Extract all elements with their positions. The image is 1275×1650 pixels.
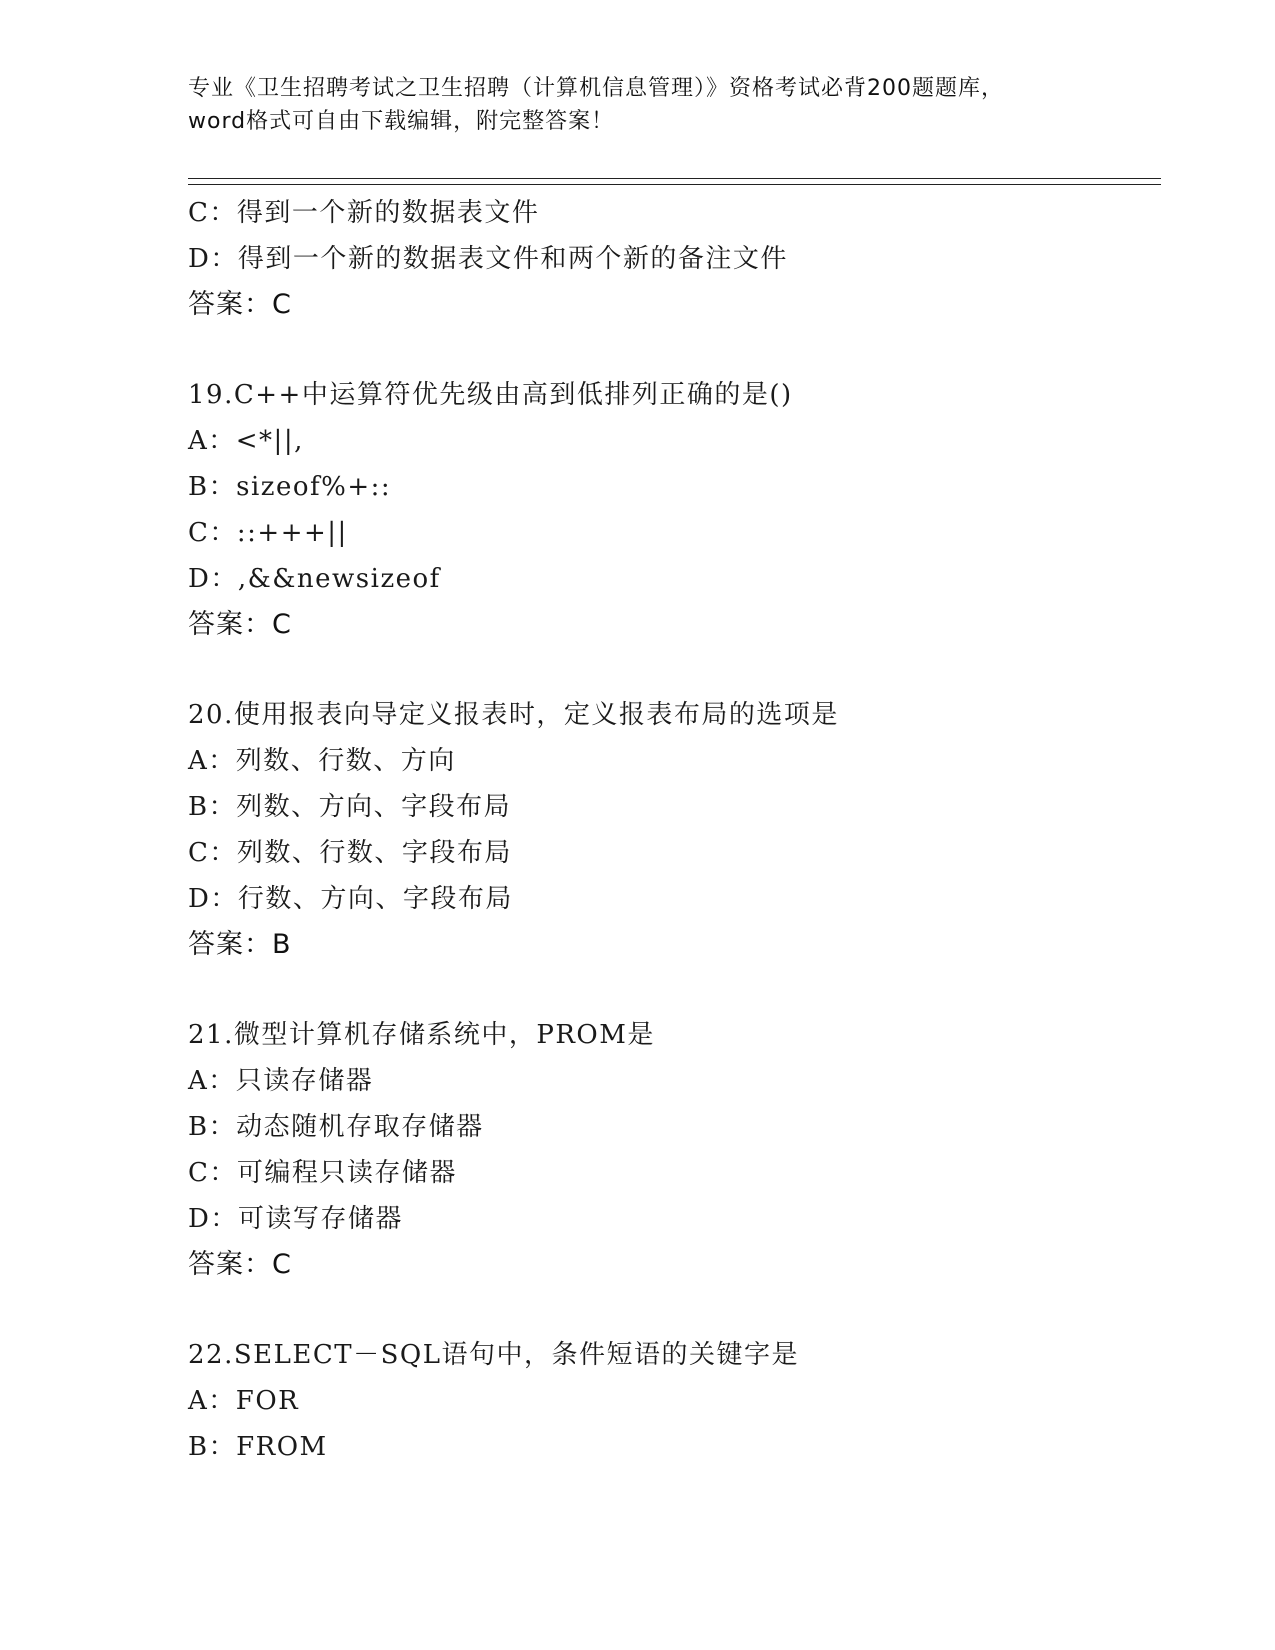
spacer [188,328,1148,372]
question-stem: 19.C++中运算符优先级由高到低排列正确的是() [188,380,793,410]
option-d: D：得到一个新的数据表文件和两个新的备注文件 [188,244,788,274]
answer-label: 答案：C [188,609,292,640]
option-b: B：sizeof%+:: [188,472,392,502]
question-21 [188,1012,1148,1288]
question-19 [188,372,1148,648]
question-22 [188,1332,1148,1470]
question-20 [188,692,1148,968]
header-line-2: word格式可自由下载编辑，附完整答案！ [188,109,615,134]
option-b: B：列数、方向、字段布局 [188,792,512,822]
question-stem: 21.微型计算机存储系统中，PROM是 [188,1020,655,1050]
option-d: D：行数、方向、字段布局 [188,884,513,914]
question-18 [188,190,1148,328]
spacer [188,968,1148,1012]
header-line-1: 专业《卫生招聘考试之卫生招聘（计算机信息管理）》资格考试必背200题题库， [188,76,1004,101]
answer-label: 答案：C [188,289,292,320]
option-b: B：动态随机存取存储器 [188,1112,484,1142]
option-c: C：可编程只读存储器 [188,1158,457,1188]
header-divider-bottom [188,184,1161,185]
option-d: D：,&&newsizeof [188,564,441,594]
spacer [188,1288,1148,1332]
option-a: A：FOR [188,1386,300,1416]
option-a: A：<*||, [188,426,304,456]
option-a: A：只读存储器 [188,1066,374,1096]
header-divider-top [188,178,1161,179]
question-stem: 20.使用报表向导定义报表时，定义报表布局的选项是 [188,700,839,730]
option-b: B：FROM [188,1432,328,1462]
answer-label: 答案：C [188,1249,292,1280]
option-c: C：::+++|| [188,518,348,548]
document-header [188,72,1088,138]
question-stem: 22.SELECT－SQL语句中，条件短语的关键字是 [188,1340,800,1370]
spacer [188,648,1148,692]
option-c: C：列数、行数、字段布局 [188,838,512,868]
question-list [188,190,1148,1470]
option-a: A：列数、行数、方向 [188,746,456,776]
option-c: C：得到一个新的数据表文件 [188,198,540,228]
answer-label: 答案：B [188,929,292,960]
option-d: D：可读写存储器 [188,1204,403,1234]
